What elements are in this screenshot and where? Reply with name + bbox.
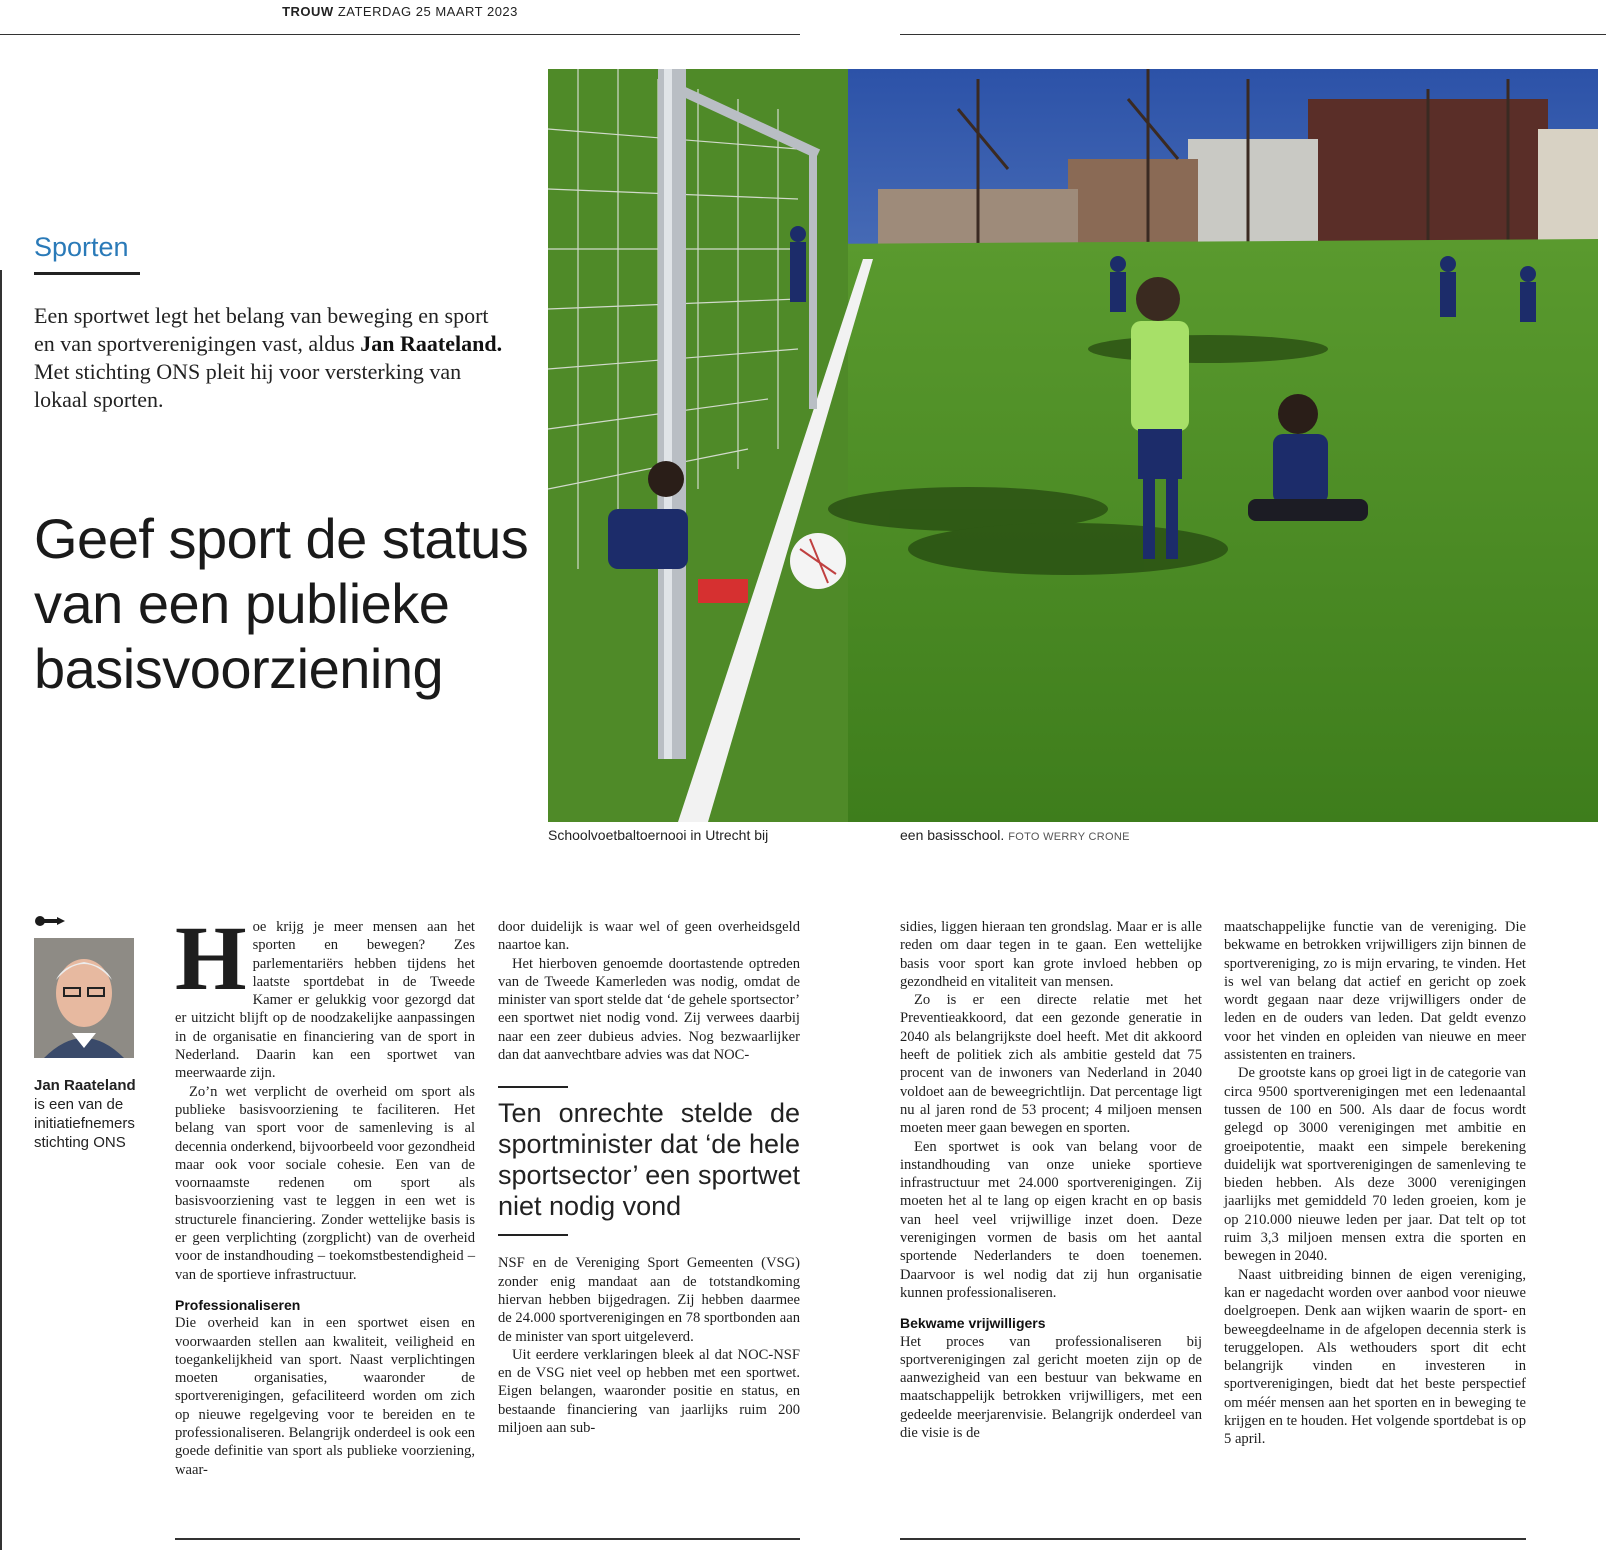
pen-icon — [34, 914, 66, 928]
col2-paragraph-1: door duidelijk is waar wel of geen overheidsgeld naartoe kan. — [498, 919, 800, 954]
caption-left-text: Schoolvoetbaltoernooi in Utrecht bij — [548, 827, 769, 843]
photo-caption-right — [900, 827, 1130, 843]
article-column-2 — [498, 918, 800, 1437]
section-underline — [34, 272, 140, 275]
masthead-paper: TROUW — [282, 4, 334, 19]
drop-cap: H — [175, 907, 247, 1009]
col2-paragraph-3: NSF en de Vereniging Sport Gemeenten (VSG) zonder enig mandaat aan de totstandkoming hiervan hebben bijgedragen. Zij hebben daarmee de 24.000 sportverenigingen en 78 sportbonden aan de minister van sport uitgeleverd. — [498, 1255, 800, 1345]
masthead — [0, 4, 800, 19]
col2-paragraph-4: Uit eerdere verklaringen bleek al dat NOC-NSF en de VSG niet veel op hebben met een sportwet. Eigen belangen, waaronder positie en status, en bestaande financiering van jaarlijks ruim 200 miljoen aan sub- — [498, 1346, 800, 1437]
col4-paragraph-2: De grootste kans op groei ligt in de categorie van circa 9500 sportverenigingen met een ledenaantal tussen de 100 en 500. Als daar de focus wordt gelegd op 3000 verenigingen met ambitie en groeipotentie, maakt een simpele berekening duidelijk wat sportverenigingen de samenleving te bieden hebben. Als deze 3000 verenigingen jaarlijks met gemiddeld 70 leden groeien, kom je op 210.000 nieuwe leden per jaar. Dat telt op tot ruim 3,3 miljoen mensen extra die sporten en bewegen in 2040. — [1224, 1065, 1526, 1265]
pull-quote: Ten onrechte stelde de sportminister dat ‘de hele sportsector’ een sportwet niet nodig vond — [498, 1098, 800, 1222]
col1-paragraph-2: Zo’n wet verplicht de overheid om sport als publieke basisvoorziening te faciliteren. Het belang van sport voor de samenleving is al decennia onderkend, bijvoorbeeld voor gezondheid maar ook voor sociale cohesie. Een van de voornaamste redenen om sport als basisvoorziening vast te leggen in een wet is structurele financiering. Zonder wettelijke basis is er geen verplichting (zorgplicht) van de overheid voor de instandhouding – toekomstbestendigheid – van de sportieve infrastructuur. — [175, 1083, 475, 1283]
caption-right-text: een basisschool. — [900, 827, 1005, 843]
bottom-rule-left — [175, 1538, 800, 1540]
subheading-bekwame-vrijwilligers: Bekwame vrijwilligers — [900, 1315, 1046, 1332]
article-column-4 — [1224, 918, 1526, 1449]
section-label: Sporten — [34, 232, 129, 262]
headline: Geef sport de status van een publieke basisvoorziening — [34, 507, 529, 700]
author-name: Jan Raateland — [34, 1077, 136, 1094]
subheading-professionaliseren: Professionaliseren — [175, 1296, 301, 1313]
author-avatar — [34, 938, 134, 1058]
article-photo — [548, 69, 1598, 822]
top-rule-left — [0, 34, 800, 35]
col3-paragraph-3: Een sportwet is ook van belang voor de instandhouding van onze unieke sportieve infrastructuur met 24.000 sportverenigingen. Zij moeten het al te lang op eigen kracht en op basis van heel veel vrijwillige inzet doen. Deze verenigingen vormen de basis om het aantal sportende Nederlanders te doen toenemen. Daarvoor is wel nodig dat zij hun organisatie kunnen professionaliseren. — [900, 1138, 1202, 1301]
col4-paragraph-1: maatschappelijke functie van de vereniging. Die bekwame en betrokken vrijwilligers zijn binnen de sportvereniging, zo is mijn ervaring, te vinden. Het is wel van belang dat actief en gericht op zoek wordt gegaan naar deze vrijwilligers onder de leden en de ouders van leden. Dat geldt evenzo voor het vinden en opleiden van nieuwe en meer assistenten en trainers. — [1224, 919, 1526, 1064]
pull-quote-top-rule — [498, 1086, 568, 1088]
intro-before: Een sportwet legt het belang van beweging en sport en van sportverenigingen vast, aldus — [34, 303, 489, 356]
col2-paragraph-2: Het hierboven genoemde doortastende optreden van de Tweede Kamerleden was nodig, omdat de minister van sport stelde dat ‘de gehele sportsector’ een sportwet niet nodig vond. Zij verwees daarbij naar een zeer dubieus advies. Nog bezwaarlijker dan dat aanvechtbare advies was dat NOC- — [498, 955, 800, 1064]
article-column-1 — [175, 907, 475, 1479]
pull-quote-bottom-rule — [498, 1234, 568, 1236]
intro-after: Met stichting ONS pleit hij voor versterking van lokaal sporten. — [34, 359, 462, 412]
top-rule-right — [900, 34, 1606, 35]
portrait-illustration — [34, 938, 134, 1058]
author-bio: is een van de initiatiefnemers stichting ONS — [34, 1096, 135, 1151]
football-scene-illustration — [548, 69, 1598, 822]
photo-credit: FOTO WERRY CRONE — [1008, 831, 1130, 843]
left-margin-bar — [0, 270, 2, 1550]
author-box — [34, 914, 144, 1152]
col3-paragraph-4: Het proces van professionaliseren bij sportverenigingen zal gericht moeten zijn op de aanwezigheid van een bestuur van bekwame en maatschappelijk betrokken vrijwilligers, met een gedeelde meerjarenvisie. Belangrijk onderdeel van die visie is de — [900, 1333, 1202, 1442]
opinion-icon — [34, 914, 144, 930]
col1-paragraph-3: Die overheid kan in een sportwet eisen en voorwaarden stellen aan kwaliteit, veiligheid en toegankelijkheid van sport. Naast verplichtingen moeten organisaties, waaronder de sportverenigingen, gefaciliteerd worden om zich op nieuwe regelgeving voor te bereiden en te professionaliseren. Belangrijk onderdeel is ook een goede definitie van sport als publieke voorziening, waar- — [175, 1315, 475, 1478]
photo-caption-left — [548, 827, 768, 843]
col3-paragraph-1: sidies, liggen hieraan ten grondslag. Maar er is alle reden om daar tegen in te gaan. Een wettelijke basis voor sport kan grote invloed hebben op gezondheid en vitaliteit van mensen. — [900, 919, 1202, 990]
col3-paragraph-2: Zo is er een directe relatie met het Preventieakkoord, dat een gezonde generatie in 2040 als belangrijkste doel heeft. Met dit akkoord heeft de politiek zich als ambitie gesteld dat 75 procent van de inwoners van Nederland in 2040 voldoet aan de beweegrichtlijn. Dat percentage ligt nu al jaren rond de 53 procent; 4 miljoen mensen moeten meer gaan bewegen en sporten. — [900, 992, 1202, 1137]
masthead-date: ZATERDAG 25 MAART 2023 — [337, 4, 518, 19]
col4-paragraph-3: Naast uitbreiding binnen de eigen vereniging, kan er nagedacht worden over aanbod voor nieuwe doelgroepen. Denk aan wijken waarin de sport- en beweegdeelname in de afgelopen decennia sterk is teruggelopen. Als wethouders sport dit echt belangrijk vinden en investeren in sportverenigingen, biedt dat het beste perspectief om méér mensen aan het sporten en in beweging te krijgen en te houden. Het volgende sportdebat is op 5 april. — [1224, 1266, 1526, 1448]
bottom-rule-right — [900, 1538, 1526, 1540]
intro-author: Jan Raateland. — [360, 331, 503, 356]
author-credit — [34, 1076, 144, 1152]
article-column-3 — [900, 918, 1202, 1442]
col1-paragraph-1: oe krijg je meer mensen aan het sporten en bewegen? Zes parlementariërs hebben tijdens het laatste sportdebat in de Tweede Kamer er gelukkig voor gezorgd dat er uitzicht blijft op de noodzakelijke aanpassingen in de organisatie en financiering van de sport in Nederland. Daarin kan een sportwet van meerwaarde zijn. — [175, 919, 475, 1082]
intro-text — [34, 302, 514, 414]
